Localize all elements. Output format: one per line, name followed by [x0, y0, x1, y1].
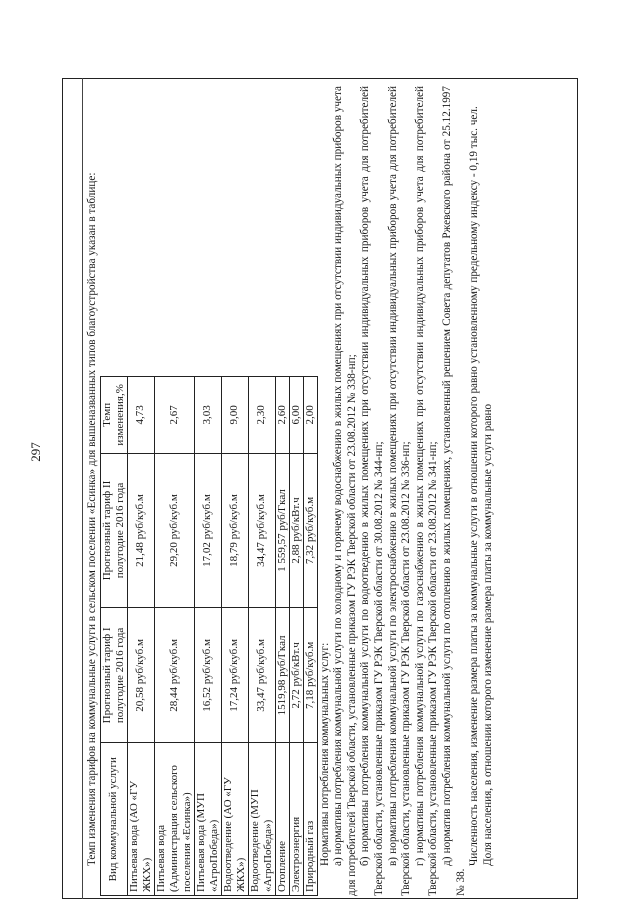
table-row [275, 377, 289, 896]
table-row [303, 377, 317, 896]
table-row [154, 377, 194, 896]
table-row [194, 377, 221, 896]
service-name: Отопление [275, 743, 289, 896]
service-name: Питьевая вода (МУП «АгроПобеда») [194, 743, 221, 896]
tariff-h1: 28,44 руб/куб.м [154, 608, 194, 743]
header-service-type: Вид коммунальной услуги [100, 743, 127, 896]
change-rate: 2,00 [303, 377, 317, 454]
norm-item-g: г) нормативы потребления коммунальной услуги по газоснабжению в жилых помещениях при отсутствии индивидуальных приборов учета для потребителей Тверской области, установленные приказом ГУ РЭК Тверской области от 23.08.2012 № 341-нп; [413, 86, 440, 896]
table-row [127, 377, 154, 896]
tariff-h2: 17,02 руб/куб.м [194, 453, 221, 608]
tariff-h2: 21,48 руб/куб.м [127, 453, 154, 608]
service-name: Водоотведение (АО «ГУ ЖКХ») [221, 743, 248, 896]
service-name: Питьевая вода (Администрация сельского поселения «Есинка») [154, 743, 194, 896]
tariff-h1: 33,47 руб/куб.м [248, 608, 275, 743]
tariff-table [100, 376, 318, 896]
norm-item-d: д) норматив потребления коммунальной услуги по отоплению в жилых помещениях, установленный решением Совета депутатов Ржевского района от 25.12.1997 № 38. [440, 86, 467, 896]
norm-item-a: а) нормативы потребления коммунальной услуги по холодному и горячему водоснабжению в жилых помещениях при отсутствии индивидуальных приборов учета для потребителей Тверской области, установленные приказом ГУ РЭК Тверской области от 23.08.2012 № 338-нп; [332, 86, 358, 896]
change-rate: 2,60 [275, 377, 289, 454]
tariff-h1: 20,58 руб/куб.м [127, 608, 154, 743]
change-rate: 9,00 [221, 377, 248, 454]
norm-item-v: в) нормативы потребления коммунальной услуги по электроснабжению в жилых помещениях при отсутствии индивидуальных приборов учета для потребителей Тверской области, установленные приказом ГУ РЭК Тверской области от 23.08.2012 № 336-нп; [386, 86, 413, 896]
tariff-h1: 17,24 руб/куб.м [221, 608, 248, 743]
table-row [248, 377, 275, 896]
tariff-h1: 1519,98 руб/Гкал [275, 608, 289, 743]
header-tariff-h1: Прогнозный тариф I полугодие 2016 года [100, 608, 127, 743]
service-name: Природный газ [303, 743, 317, 896]
tariff-h2: 29,20 руб/куб.м [154, 453, 194, 608]
rotated-document-body [86, 86, 574, 896]
norms-heading: Нормативы потребления коммунальных услуг: [318, 642, 331, 866]
norm-item-b: б) нормативы потребления коммунальной услуги по водоотведению в жилых помещениях при отсутствии индивидуальных приборов учета для потребителей Тверской области, установленные приказом ГУ РЭК Тверской области от 30.08.2012 № 344-нп; [359, 86, 385, 896]
service-name: Электроэнергия [289, 743, 303, 896]
service-name: Питьевая вода (АО «ГУ ЖКХ») [127, 743, 154, 896]
population-paragraph: Численность населения, изменение размера платы за коммунальные услуги в отношении которого равно установленному предельному индексу - 0,19 тыс. чел. [468, 106, 481, 866]
frame-margin-rule [82, 78, 83, 899]
intro-paragraph: Темп изменения тарифов на коммунальные услуги в сельском поселении «Есинка» для вышеназванных типов благоустройства указан в таблице: [86, 172, 98, 866]
change-rate: 6,00 [289, 377, 303, 454]
tariff-h2: 2,88 руб/кВт.ч [289, 453, 303, 608]
tariff-h2: 18,79 руб/куб.м [221, 453, 248, 608]
tariff-h2: 34,47 руб/куб.м [248, 453, 275, 608]
tariff-h2: 1 559,57 руб/Гкал [275, 453, 289, 608]
service-name: Водоотведение (МУП «АгроПобеда») [248, 743, 275, 896]
change-rate: 2,30 [248, 377, 275, 454]
tariff-h1: 2,72 руб/кВт.ч [289, 608, 303, 743]
page-number: 297 [28, 442, 43, 462]
tariff-h1: 16,52 руб/куб.м [194, 608, 221, 743]
table-row [221, 377, 248, 896]
tariff-table-header-row [100, 377, 127, 896]
table-row [289, 377, 303, 896]
population-share-paragraph: Доля населения, в отношении которого изменение размера платы за коммунальные услуги равно [481, 403, 494, 866]
tariff-h2: 7,32 руб/куб.м [303, 453, 317, 608]
header-change-rate: Темп изменения,% [100, 377, 127, 454]
tariff-h1: 7,18 руб/куб.м [303, 608, 317, 743]
change-rate: 2,67 [154, 377, 194, 454]
header-tariff-h2: Прогнозный тариф II полугодие 2016 года [100, 453, 127, 608]
change-rate: 4,73 [127, 377, 154, 454]
change-rate: 3,03 [194, 377, 221, 454]
